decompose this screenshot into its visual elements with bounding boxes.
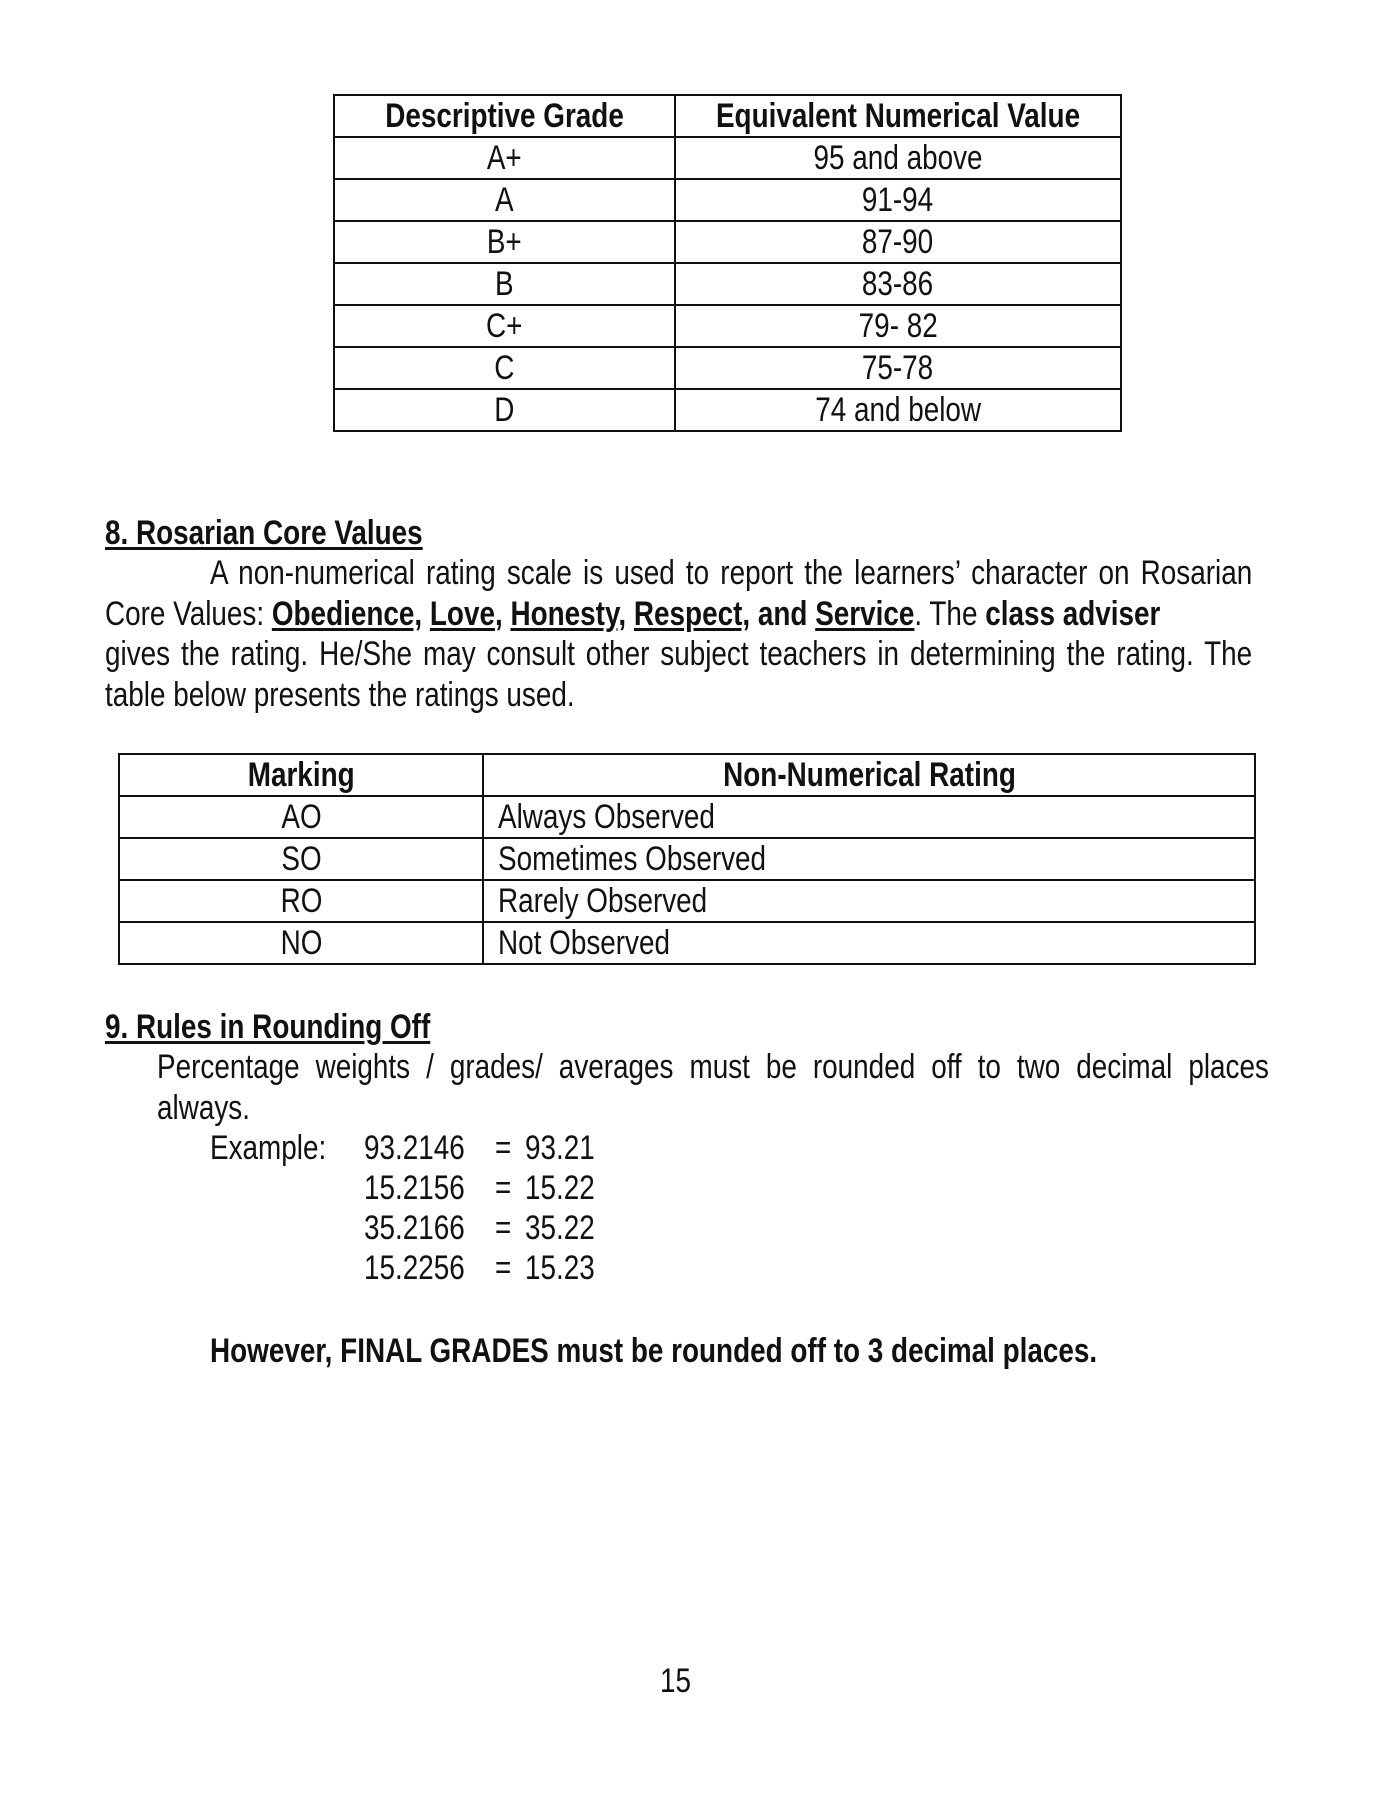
value-cell: 74 and below xyxy=(675,389,1121,431)
table-row xyxy=(334,137,1121,179)
table-row xyxy=(334,389,1121,431)
class-adviser: class adviser xyxy=(985,595,1161,633)
section-9-line-2: always. xyxy=(157,1089,250,1127)
table-row xyxy=(119,838,1255,880)
text: . The xyxy=(914,595,986,633)
value-obedience: Obedience, xyxy=(271,595,423,633)
final-grades-note: However, FINAL GRADES must be rounded off to 3 decimal places. xyxy=(210,1332,1098,1370)
grade-cell: C xyxy=(334,347,675,389)
section-8-line-3: gives the rating. He/She may consult other subject teachers in determining the rating. The xyxy=(105,635,1253,673)
section-8-line-4: table below presents the ratings used. xyxy=(105,676,575,714)
rating-cell: Rarely Observed xyxy=(483,880,1255,922)
example-rounded: 93.21 xyxy=(525,1129,595,1167)
grade-table xyxy=(333,94,1122,432)
column-header: Non-Numerical Rating xyxy=(483,754,1255,796)
grade-cell: B xyxy=(334,263,675,305)
column-header: Marking xyxy=(119,754,483,796)
rating-cell: Always Observed xyxy=(483,796,1255,838)
value-cell: 75-78 xyxy=(675,347,1121,389)
marking-cell: NO xyxy=(119,922,483,964)
value-cell: 87-90 xyxy=(675,221,1121,263)
section-9-heading: 9. Rules in Rounding Off xyxy=(105,1008,431,1046)
example-label: Example: xyxy=(210,1129,327,1167)
grade-cell: D xyxy=(334,389,675,431)
example-raw: 15.2256 xyxy=(364,1249,465,1287)
value-cell: 79- 82 xyxy=(675,305,1121,347)
text: and xyxy=(757,595,808,633)
table-row xyxy=(334,347,1121,389)
value-respect: Respect, xyxy=(633,595,751,633)
text: , xyxy=(494,595,503,633)
value-love: Love xyxy=(429,595,495,633)
table-row xyxy=(334,305,1121,347)
value-cell: 83-86 xyxy=(675,263,1121,305)
table-header-row xyxy=(119,754,1255,796)
grade-cell: A+ xyxy=(334,137,675,179)
example-equals: = xyxy=(495,1129,512,1167)
example-equals: = xyxy=(495,1209,512,1247)
grade-cell: A xyxy=(334,179,675,221)
table-row xyxy=(334,263,1121,305)
column-header: Equivalent Numerical Value xyxy=(675,95,1121,137)
table-row xyxy=(334,221,1121,263)
example-raw: 93.2146 xyxy=(364,1129,465,1167)
example-raw: 15.2156 xyxy=(364,1169,465,1207)
example-rounded: 15.23 xyxy=(525,1249,595,1287)
marking-cell: RO xyxy=(119,880,483,922)
rating-table xyxy=(118,753,1256,965)
section-8-line-1: A non-numerical rating scale is used to report the learners’ character on Rosarian xyxy=(210,554,1253,592)
example-raw: 35.2166 xyxy=(364,1209,465,1247)
text: Core Values: xyxy=(105,595,272,633)
example-rounded: 35.22 xyxy=(525,1209,595,1247)
example-rounded: 15.22 xyxy=(525,1169,595,1207)
grade-cell: B+ xyxy=(334,221,675,263)
value-cell: 91-94 xyxy=(675,179,1121,221)
rating-cell: Sometimes Observed xyxy=(483,838,1255,880)
marking-cell: SO xyxy=(119,838,483,880)
table-row xyxy=(119,922,1255,964)
rating-cell: Not Observed xyxy=(483,922,1255,964)
table-header-row xyxy=(334,95,1121,137)
section-8-line-2 xyxy=(105,594,1160,634)
page-number: 15 xyxy=(660,1662,692,1700)
section-9-line-1: Percentage weights / grades/ averages must be rounded off to two decimal places xyxy=(157,1048,1269,1086)
section-8-heading: 8. Rosarian Core Values xyxy=(105,514,423,552)
column-header: Descriptive Grade xyxy=(334,95,675,137)
value-service: Service xyxy=(815,595,915,633)
marking-cell: AO xyxy=(119,796,483,838)
grade-cell: C+ xyxy=(334,305,675,347)
table-row xyxy=(334,179,1121,221)
table-row xyxy=(119,796,1255,838)
table-row xyxy=(119,880,1255,922)
value-honesty: Honesty, xyxy=(510,595,627,633)
value-cell: 95 and above xyxy=(675,137,1121,179)
example-equals: = xyxy=(495,1249,512,1287)
example-equals: = xyxy=(495,1169,512,1207)
